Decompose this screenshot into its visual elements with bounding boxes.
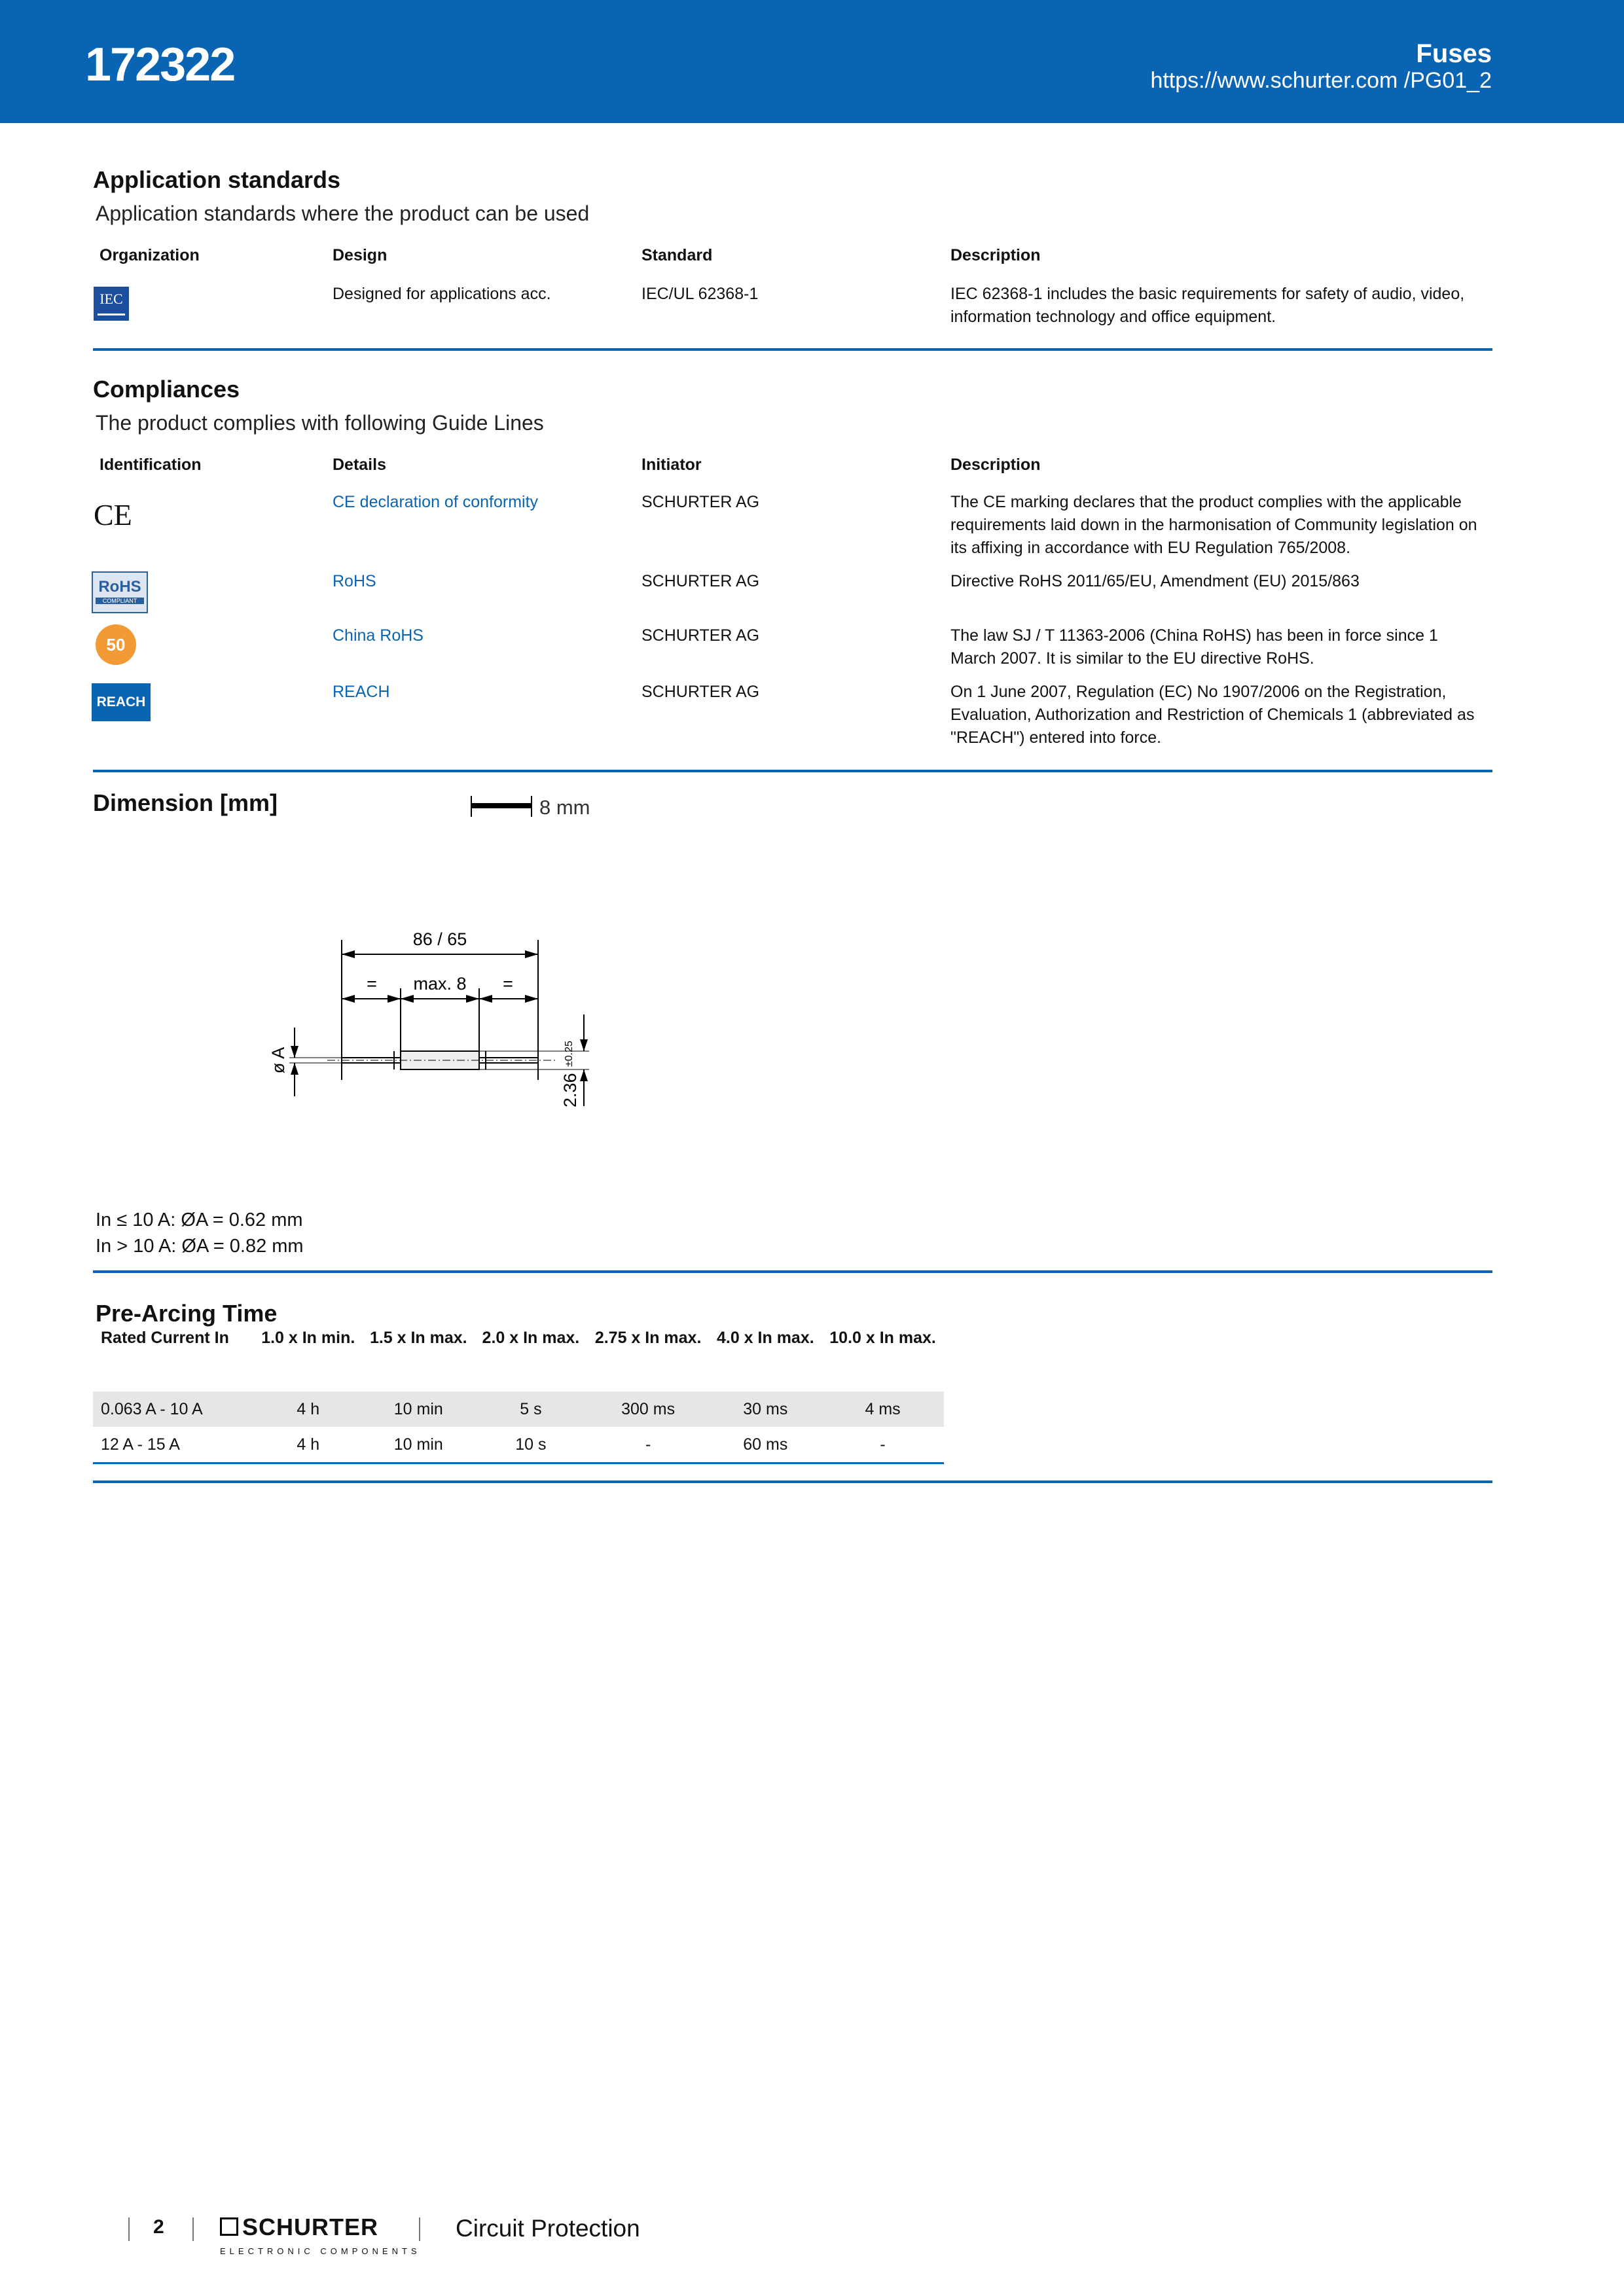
initiator-text: SCHURTER AG — [641, 572, 760, 590]
pre-arcing-table — [93, 1329, 944, 1464]
part-number: 172322 — [85, 39, 235, 91]
fuse-dimension-drawing — [249, 916, 615, 1132]
table-header: 4.0 x In max. — [716, 1329, 814, 1347]
equal-right-label: = — [503, 974, 513, 994]
footer-separator — [128, 2217, 130, 2241]
footer-tagline: Circuit Protection — [456, 2215, 640, 2242]
table-cell: 4 h — [254, 1391, 362, 1427]
brand-name: SCHURTER — [242, 2214, 379, 2240]
table-cell: 10 s — [475, 1427, 587, 1463]
table-cell: 60 ms — [710, 1427, 822, 1463]
initiator-text: SCHURTER AG — [641, 683, 760, 701]
divider — [93, 1480, 1492, 1483]
table-cell: 4 ms — [821, 1391, 944, 1427]
product-url[interactable]: https://www.schurter.com /PG01_2 — [1150, 68, 1492, 93]
body-length-label: max. 8 — [413, 974, 467, 994]
rohs-logo-text: RoHS — [98, 578, 141, 596]
compliances-subtitle: The product complies with following Guide Lines — [96, 411, 544, 435]
rohs-link[interactable]: RoHS — [333, 572, 376, 590]
standard-description: IEC 62368-1 includes the basic requirements for safety of audio, video, information technology and office equipment. — [950, 285, 1465, 326]
reach-icon: REACH — [92, 683, 151, 721]
table-cell: 30 ms — [710, 1391, 822, 1427]
rohs-logo-subtext: COMPLIANT — [96, 598, 144, 604]
table-header: 10.0 x In max. — [829, 1329, 936, 1347]
design-text: Designed for applications acc. — [333, 285, 551, 303]
initiator-text: SCHURTER AG — [641, 626, 760, 645]
reach-link[interactable]: REACH — [333, 683, 390, 701]
col-organization: Organization — [99, 246, 200, 264]
reach-description: On 1 June 2007, Regulation (EC) No 1907/2006 on the Registration, Evaluation, Authorization and Restriction of Chemicals 1 (abbreviated as "REACH") entered into force. — [950, 683, 1475, 747]
header-bar — [0, 0, 1624, 123]
category-title: Fuses — [1416, 39, 1492, 68]
rohs-compliant-icon — [92, 571, 148, 613]
china-rohs-description: The law SJ / T 11363-2006 (China RoHS) has been in force since 1 March 2007. It is similar to the EU directive RoHS. — [950, 626, 1438, 668]
pre-arcing-title: Pre-Arcing Time — [96, 1300, 278, 1327]
col-description: Description — [950, 456, 1041, 474]
table-cell: - — [587, 1427, 710, 1463]
dimension-note: In > 10 A: ØA = 0.82 mm — [96, 1236, 304, 1257]
col-design: Design — [333, 246, 388, 264]
scale-label: 8 mm — [539, 796, 590, 819]
table-cell: 5 s — [475, 1391, 587, 1427]
body-diameter-label: 2.36 — [560, 1073, 580, 1107]
page-number: 2 — [153, 2216, 164, 2238]
iec-logo: IEC — [94, 287, 129, 321]
standard-text: IEC/UL 62368-1 — [641, 285, 759, 303]
table-header: 2.0 x In max. — [482, 1329, 580, 1347]
lead-diameter-label: ø A — [268, 1047, 288, 1074]
page-footer — [0, 2212, 1624, 2265]
footer-separator — [419, 2217, 420, 2241]
china-rohs-50-icon: 50 — [96, 624, 136, 665]
application-standards-subtitle: Application standards where the product can be used — [96, 202, 590, 225]
brand-subtitle: ELECTRONIC COMPONENTS — [220, 2246, 421, 2256]
table-row — [93, 1427, 944, 1463]
table-header: 1.0 x In min. — [261, 1329, 355, 1347]
table-cell: 4 h — [254, 1427, 362, 1463]
footer-separator — [192, 2217, 194, 2241]
divider — [93, 1270, 1492, 1273]
ce-mark-icon: CE — [94, 498, 132, 531]
body-diameter-tolerance: ±0.25 — [564, 1041, 575, 1067]
table-cell: 10 min — [362, 1391, 475, 1427]
col-description: Description — [950, 246, 1041, 264]
equal-left-label: = — [367, 974, 377, 994]
schurter-logo-icon — [220, 2217, 238, 2236]
table-header: 1.5 x In max. — [369, 1329, 467, 1347]
ce-description: The CE marking declares that the product complies with the applicable requirements laid down in the harmonisation of Community legislation on its affixing in accordance with EU Regulation 765/2008. — [950, 493, 1477, 557]
dimension-note: In ≤ 10 A: ØA = 0.62 mm — [96, 1210, 303, 1230]
ce-declaration-link[interactable]: CE declaration of conformity — [333, 493, 539, 511]
application-standards-title: Application standards — [93, 166, 341, 193]
china-rohs-link[interactable]: China RoHS — [333, 626, 424, 645]
col-initiator: Initiator — [641, 456, 702, 474]
dimension-title: Dimension [mm] — [93, 789, 278, 816]
col-details: Details — [333, 456, 386, 474]
col-identification: Identification — [99, 456, 202, 474]
table-row — [93, 1391, 944, 1427]
col-standard: Standard — [641, 246, 713, 264]
table-cell: - — [821, 1427, 944, 1463]
divider — [93, 348, 1492, 351]
table-cell: 0.063 A - 10 A — [93, 1391, 254, 1427]
table-cell: 300 ms — [587, 1391, 710, 1427]
initiator-text: SCHURTER AG — [641, 493, 760, 511]
table-cell: 12 A - 15 A — [93, 1427, 254, 1463]
compliances-title: Compliances — [93, 376, 240, 403]
table-cell: 10 min — [362, 1427, 475, 1463]
divider — [93, 770, 1492, 772]
scale-bar — [458, 783, 615, 822]
rohs-description: Directive RoHS 2011/65/EU, Amendment (EU) 2015/863 — [950, 572, 1360, 590]
table-header: Rated Current In — [101, 1329, 229, 1347]
table-header: 2.75 x In max. — [594, 1329, 702, 1347]
overall-length-label: 86 / 65 — [412, 929, 467, 949]
